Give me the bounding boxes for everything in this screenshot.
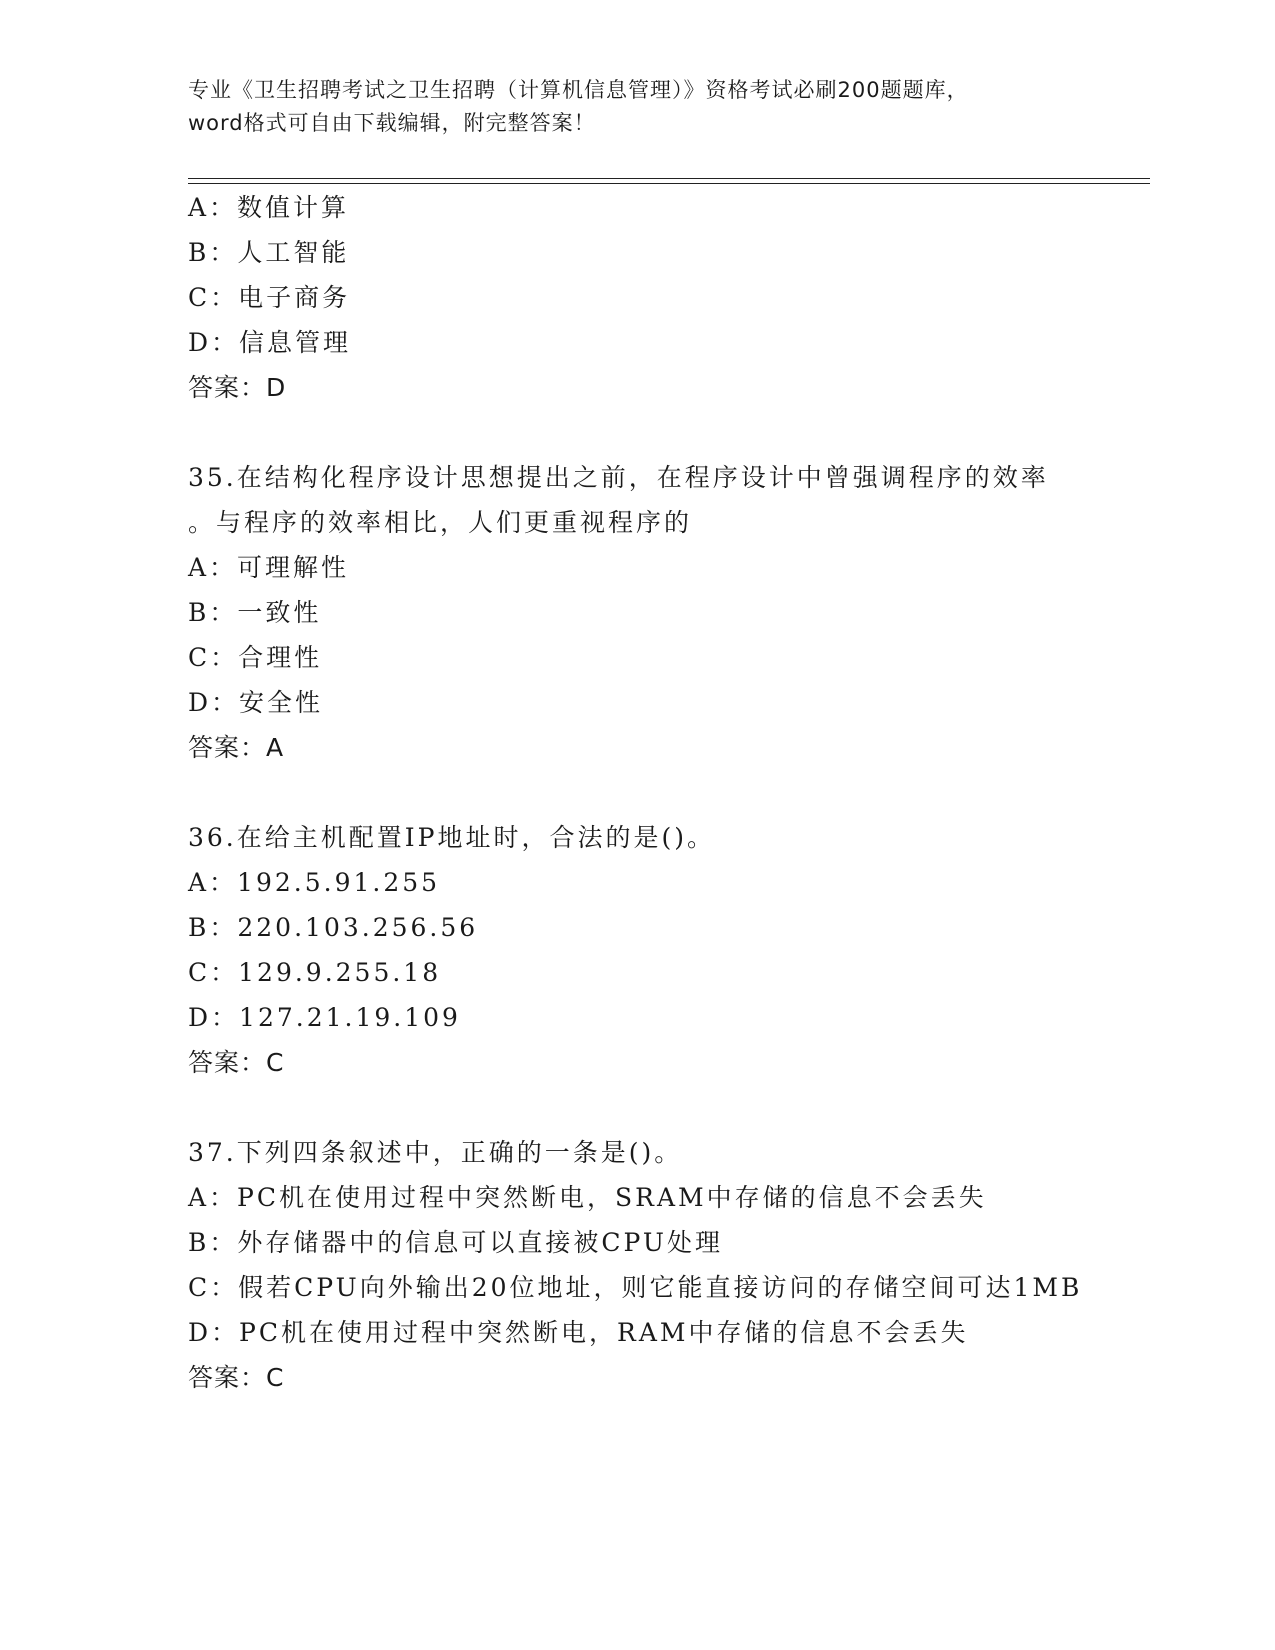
q34-answer: 答案：D xyxy=(188,373,287,402)
q36-option-b: B：220.103.256.56 xyxy=(188,913,479,942)
q35-stem-line-1: 35.在结构化程序设计思想提出之前，在程序设计中曾强调程序的效率 xyxy=(188,463,1049,492)
q34-option-b: B：人工智能 xyxy=(188,238,350,267)
q36-option-a: A：192.5.91.255 xyxy=(188,868,441,897)
q35-option-b: B：一致性 xyxy=(188,598,322,627)
q34-option-c: C：电子商务 xyxy=(188,283,351,312)
header-divider-top xyxy=(188,178,1150,179)
q34-option-a: A：数值计算 xyxy=(188,193,350,222)
q37-option-b: B：外存储器中的信息可以直接被CPU处理 xyxy=(188,1228,723,1257)
document-header xyxy=(188,74,1088,140)
q36-option-d: D：127.21.19.109 xyxy=(188,1003,461,1032)
q34-option-d: D：信息管理 xyxy=(188,328,352,357)
q36-option-c: C：129.9.255.18 xyxy=(188,958,442,987)
q36-answer: 答案：C xyxy=(188,1048,285,1077)
q35-option-a: A：可理解性 xyxy=(188,553,350,582)
q35-option-c: C：合理性 xyxy=(188,643,323,672)
q37-answer: 答案：C xyxy=(188,1363,285,1392)
q37-stem: 37.下列四条叙述中，正确的一条是()。 xyxy=(188,1138,683,1167)
header-title-line-1: 专业《卫生招聘考试之卫生招聘（计算机信息管理）》资格考试必刷200题题库， xyxy=(188,78,969,102)
q37-option-d: D：PC机在使用过程中突然断电，RAM中存储的信息不会丢失 xyxy=(188,1318,969,1347)
q35-option-d: D：安全性 xyxy=(188,688,324,717)
header-divider-bottom xyxy=(188,183,1150,184)
q35-stem-line-2: 。与程序的效率相比，人们更重视程序的 xyxy=(188,508,693,537)
q35-answer: 答案：A xyxy=(188,733,285,762)
header-title-line-2: word格式可自由下载编辑，附完整答案！ xyxy=(188,111,596,135)
q36-stem: 36.在给主机配置IP地址时，合法的是()。 xyxy=(188,823,715,852)
q37-option-a: A：PC机在使用过程中突然断电，SRAM中存储的信息不会丢失 xyxy=(188,1183,987,1212)
q37-option-c: C：假若CPU向外输出20位地址，则它能直接访问的存储空间可达1MB xyxy=(188,1273,1083,1302)
